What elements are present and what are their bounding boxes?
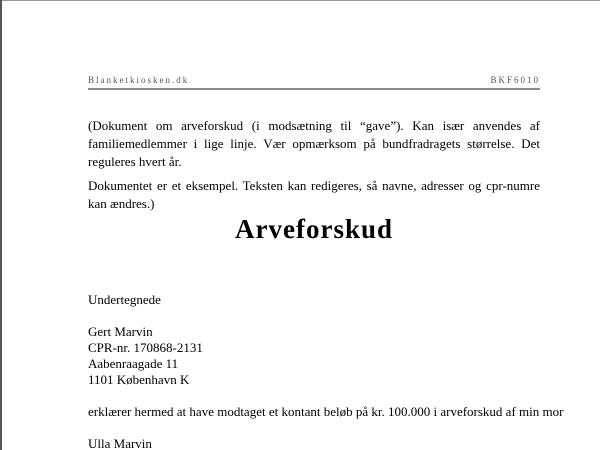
declaration-text: erklærer hermed at have modtaget et kontant beløb på kr. 100.000 i arveforskud af min mor	[88, 404, 564, 419]
signer-city: 1101 København K	[88, 372, 190, 387]
intro-paragraph-1: (Dokument om arveforskud (i modsætning til “gave”). Kan især anvendes af familiemedlemmer i lige linje. Vær opmærksom på bundfradragets størrelse. Det reguleres hvert år.	[88, 118, 540, 169]
page-top-border	[0, 0, 600, 1]
signer-name: Gert Marvin	[88, 324, 153, 339]
page-header	[88, 75, 540, 89]
header-form-code: BKF6010	[490, 75, 540, 85]
giver-name: Ulla Marvin	[88, 436, 152, 450]
signer-cpr: CPR-nr. 170868-2131	[88, 340, 203, 355]
header-divider	[88, 88, 540, 90]
document-title: Arveforskud	[235, 214, 393, 244]
intro-paragraph-2: Dokumentet er et eksempel. Teksten kan redigeres, så navne, adresser og cpr-numre kan ændres.)	[88, 178, 540, 211]
signer-street: Aabenraagade 11	[88, 356, 179, 371]
intro-note	[88, 117, 540, 219]
header-site-name: Blanketkiosken.dk	[88, 75, 190, 85]
undersigned-label: Undertegnede	[88, 292, 161, 307]
page-left-border	[0, 0, 2, 450]
